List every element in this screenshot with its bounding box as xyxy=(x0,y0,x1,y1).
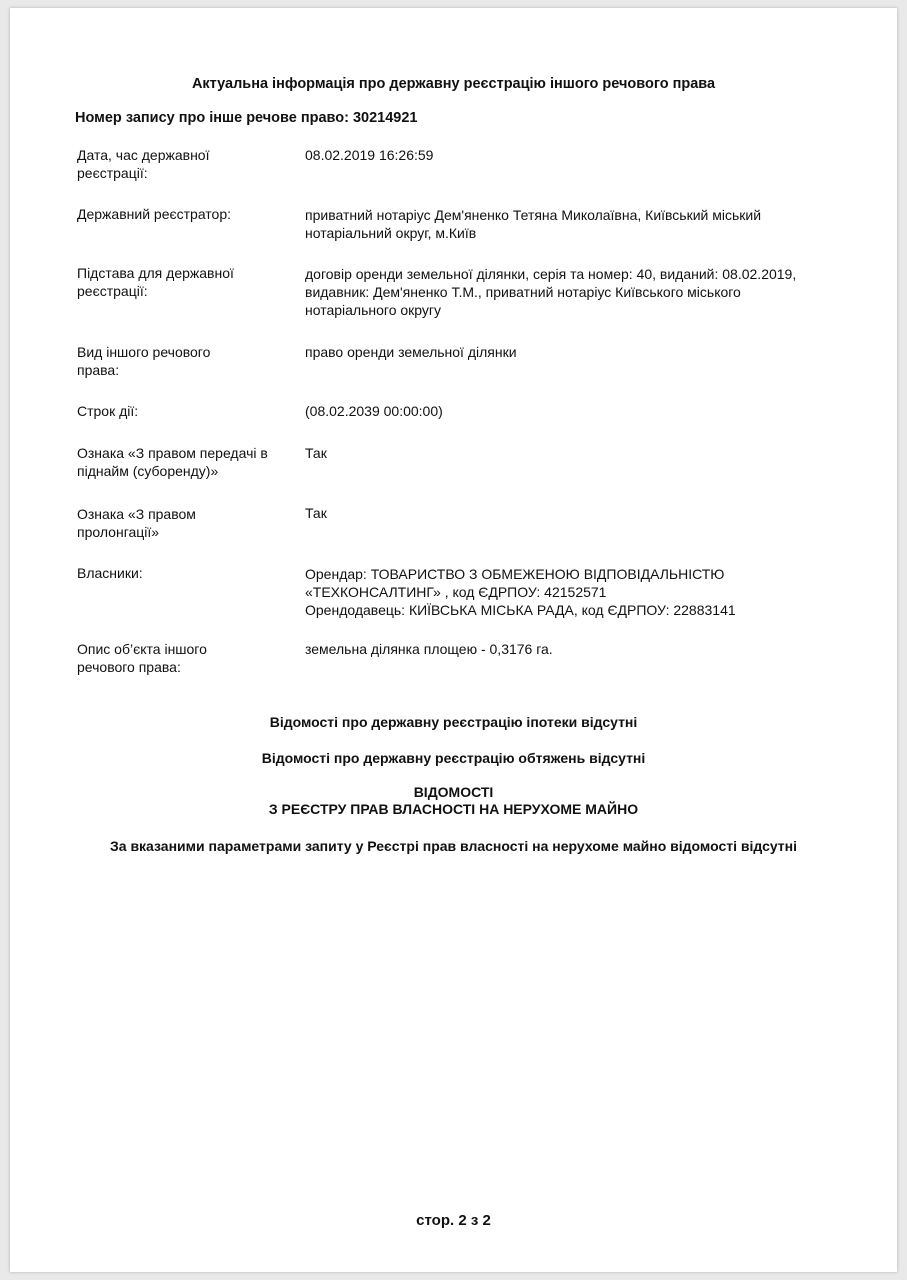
document-page xyxy=(10,8,897,1272)
field-value-term: (08.02.2039 00:00:00) xyxy=(305,403,443,419)
field-label-registrar: Державний реєстратор: xyxy=(77,206,232,222)
field-value-right-type: право оренди земельної ділянки xyxy=(305,344,517,360)
record-number: Номер запису про інше речове право: 30214921 xyxy=(75,110,418,126)
field-value-registrar: приватний нотаріус Дем'яненко Тетяна Миколаївна, Київський міський нотаріальний округ, м.Київ xyxy=(305,207,762,241)
field-label-term: Строк дії: xyxy=(77,403,139,419)
field-label-registration-datetime: Дата, час державної реєстрації: xyxy=(77,147,210,181)
field-value-registration-datetime: 08.02.2019 16:26:59 xyxy=(305,147,434,163)
field-value-sublease-flag: Так xyxy=(305,445,327,461)
field-value-object-description: земельна ділянка площею - 0,3176 га. xyxy=(305,641,553,657)
field-label-registration-basis: Підстава для державної реєстрації: xyxy=(77,265,234,299)
field-label-object-description: Опис об’єкта іншого речового права: xyxy=(77,641,207,675)
field-label-owners: Власники: xyxy=(77,565,143,581)
registry-result: За вказаними параметрами запиту у Реєстрі прав власності на нерухоме майно відомості відсутні xyxy=(110,838,798,854)
field-value-prolongation-flag: Так xyxy=(305,505,327,521)
field-label-right-type: Вид іншого речового права: xyxy=(77,344,211,378)
field-label-sublease-flag: Ознака «З правом передачі в піднайм (суборенду)» xyxy=(77,445,268,479)
field-value-registration-basis: договір оренди земельної ділянки, серія та номер: 40, виданий: 08.02.2019, видавник: Дем'яненко Т.М., приватний нотаріус Київського міського нотаріального округу xyxy=(305,266,797,318)
mortgage-note: Відомості про державну реєстрацію іпотеки відсутні xyxy=(269,714,638,730)
field-value-owners-landlord: Орендодавець: КИЇВСЬКА МІСЬКА РАДА, код ЄДРПОУ: 22883141 xyxy=(305,602,736,618)
field-label-prolongation-flag: Ознака «З правом пролонгації» xyxy=(77,506,196,540)
encumbrance-note: Відомості про державну реєстрацію обтяжень відсутні xyxy=(261,750,646,766)
registry-header-line1: ВІДОМОСТІ xyxy=(413,784,494,800)
registry-header-line2: З РЕЄСТРУ ПРАВ ВЛАСНОСТІ НА НЕРУХОМЕ МАЙНО xyxy=(268,801,639,817)
field-value-owners-tenant: Орендар: ТОВАРИСТВО З ОБМЕЖЕНОЮ ВІДПОВІДАЛЬНІСТЮ «ТЕХКОНСАЛТИНГ» , код ЄДРПОУ: 42152571 xyxy=(305,566,725,600)
document-title: Актуальна інформація про державну реєстрацію іншого речового права xyxy=(191,76,716,92)
page-footer: стор. 2 з 2 xyxy=(416,1212,491,1229)
